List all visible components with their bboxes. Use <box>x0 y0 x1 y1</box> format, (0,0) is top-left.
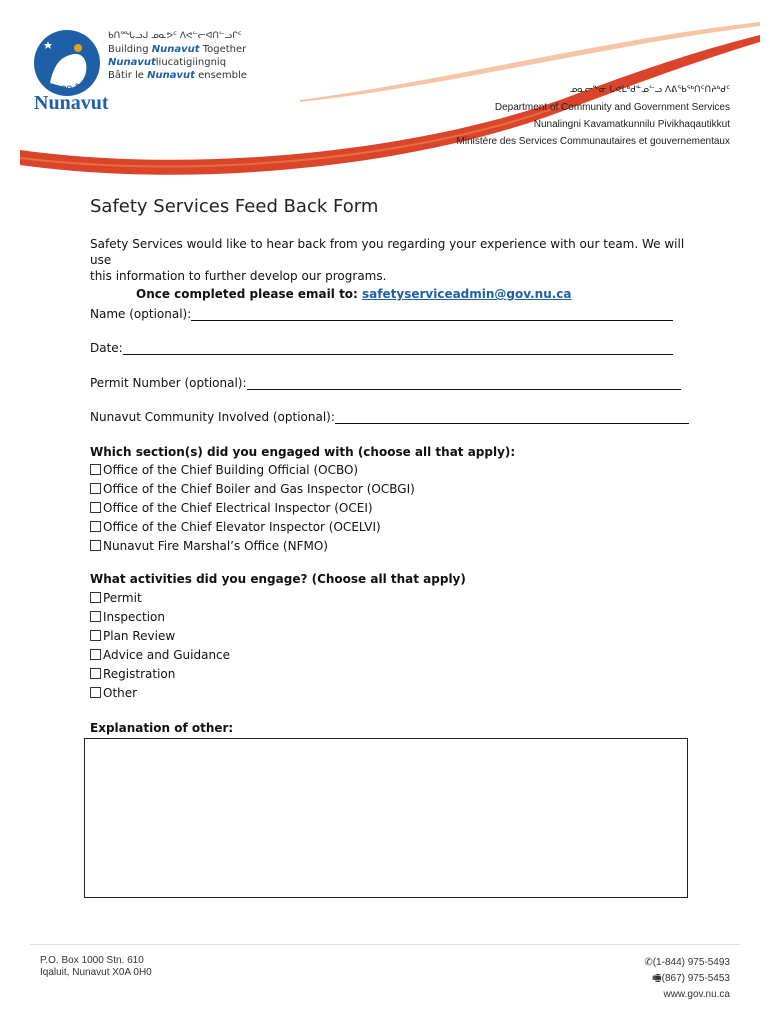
intro-line-2: this information to further develop our programs. <box>90 269 387 283</box>
logo-slogan <box>108 30 247 82</box>
sections-heading: Which section(s) did you engaged with (choose all that apply): <box>90 445 516 459</box>
address-line-1: P.O. Box 1000 Stn. 610 <box>40 955 144 966</box>
intro-line-1: Safety Services would like to hear back from you regarding your experience with our team. We will use <box>90 237 685 267</box>
name-field[interactable] <box>90 307 673 321</box>
email-instruction: Once completed please email to: safetyserviceadmin@gov.nu.ca <box>136 287 572 301</box>
activities-heading: What activities did you engage? (Choose all that apply) <box>90 572 466 586</box>
permit-field[interactable] <box>90 376 681 390</box>
checkbox[interactable] <box>90 592 101 603</box>
activity-option[interactable]: Advice and Guidance <box>90 646 230 665</box>
department-inuinnaqtun: Nunalingni Kavamatkunnilu Pivikhaqautikkut <box>533 119 730 130</box>
website-link[interactable]: www.gov.nu.ca <box>663 989 730 1000</box>
activities-list <box>90 589 230 703</box>
explanation-label: Explanation of other: <box>90 721 234 735</box>
checkbox[interactable] <box>90 502 101 513</box>
checkbox[interactable] <box>90 540 101 551</box>
permit-label: Permit Number (optional): <box>90 376 247 390</box>
slogan-english: Building Nunavut Together <box>108 44 247 55</box>
slogan-inuinnaqtun: Nunavutliucatigiingniq <box>108 57 227 68</box>
department-french: Ministère des Services Communautaires et gouvernementaux <box>456 136 730 147</box>
logo-wordmark: Nunavut <box>34 92 109 114</box>
activity-option[interactable]: Plan Review <box>90 627 230 646</box>
section-option[interactable]: Office of the Chief Boiler and Gas Inspector (OCBGI) <box>90 480 415 499</box>
permit-input-line[interactable] <box>247 377 681 390</box>
community-field[interactable] <box>90 410 689 424</box>
department-english: Department of Community and Government Services <box>494 102 730 113</box>
department-block <box>457 82 730 150</box>
intro-text <box>90 236 690 302</box>
date-field[interactable] <box>90 341 673 355</box>
address-line-2: Iqaluit, Nunavut X0A 0H0 <box>40 967 152 978</box>
name-label: Name (optional): <box>90 307 192 321</box>
checkbox[interactable] <box>90 521 101 532</box>
footer-divider <box>30 944 740 945</box>
email-link[interactable]: safetyserviceadmin@gov.nu.ca <box>362 287 572 301</box>
checkbox[interactable] <box>90 649 101 660</box>
slogan-french: Bâtir le Nunavut ensemble <box>108 70 247 81</box>
section-option[interactable]: Nunavut Fire Marshal’s Office (NFMO) <box>90 537 415 556</box>
phone-icon: ✆ <box>644 957 653 968</box>
explanation-textarea[interactable] <box>84 738 688 898</box>
checkbox[interactable] <box>90 611 101 622</box>
community-input-line[interactable] <box>335 411 689 424</box>
checkbox[interactable] <box>90 630 101 641</box>
fax-line: 🖷(867) 975-5453 <box>652 973 730 984</box>
activity-option[interactable]: Registration <box>90 665 230 684</box>
logo-wordmark-syllabics: ᓄᓇᕗᑦ <box>58 82 87 93</box>
activity-option[interactable]: Inspection <box>90 608 230 627</box>
checkbox[interactable] <box>90 687 101 698</box>
footer-contact <box>644 955 730 1003</box>
page-title: Safety Services Feed Back Form <box>90 196 379 217</box>
activity-option[interactable]: Other <box>90 684 230 703</box>
sections-list <box>90 461 415 556</box>
department-syllabics: ᓄᓇᓕᖕᓂ ᒐᕙᒪᒃᑯᓐᓄᓪᓗ ᐱᕕᖃᖅᑎᑦᑎᔨᒃᑯᑦ <box>569 85 730 95</box>
activity-option[interactable]: Permit <box>90 589 230 608</box>
name-input-line[interactable] <box>191 308 673 321</box>
footer-address <box>40 955 152 979</box>
date-label: Date: <box>90 341 123 355</box>
checkbox[interactable] <box>90 668 101 679</box>
phone-line: ✆(1-844) 975-5493 <box>644 957 730 968</box>
date-input-line[interactable] <box>123 342 673 355</box>
section-option[interactable]: Office of the Chief Electrical Inspector (OCEI) <box>90 499 415 518</box>
fax-icon: 🖷 <box>652 973 662 984</box>
checkbox[interactable] <box>90 483 101 494</box>
checkbox[interactable] <box>90 464 101 475</box>
slogan-syllabics: ᑲᑎᙵᓗᒍ ᓄᓇᕗᑦ ᐱᕙᓪᓕᐊᑎᓪᓗᒋᑦ <box>108 31 242 41</box>
community-label: Nunavut Community Involved (optional): <box>90 410 335 424</box>
section-option[interactable]: Office of the Chief Elevator Inspector (OCELVI) <box>90 518 415 537</box>
section-option[interactable]: Office of the Chief Building Official (OCBO) <box>90 461 415 480</box>
